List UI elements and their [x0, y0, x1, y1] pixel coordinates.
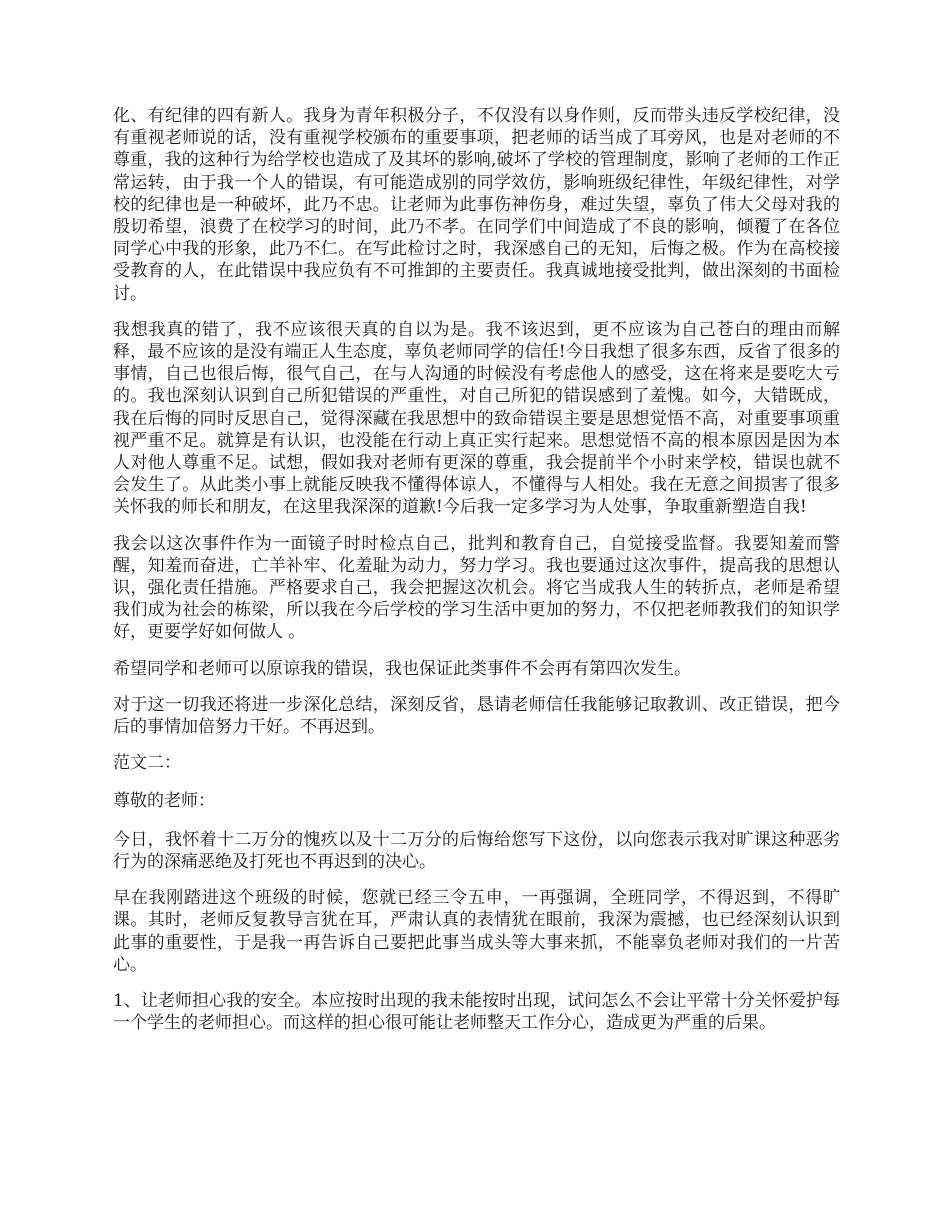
body-paragraph: 今日，我怀着十二万分的愧疚以及十二万分的后悔给您写下这份，以向您表示我对旷课这种恶劣行为的深痛恶绝及打死也不再迟到的决心。 — [113, 829, 840, 872]
numbered-paragraph: 1、让老师担心我的安全。本应按时出现的我未能按时出现，试问怎么不会让平常十分关怀爱护每一个学生的老师担心。而这样的担心很可能让老师整天工作分心，造成更为严重的后果。 — [113, 990, 840, 1034]
body-paragraph: 对于这一切我还将进一步深化总结，深刻反省，恳请老师信任我能够记取教训、改正错误，把今后的事情加倍努力干好。不再迟到。 — [113, 694, 840, 738]
body-paragraph: 化、有纪律的四有新人。我身为青年积极分子，不仅没有以身作则，反而带头违反学校纪律，没有重视老师说的话，没有重视学校颁布的重要事项，把老师的话当成了耳旁风，也是对老师的不尊重，我的这种行为给学校也造成了及其坏的影响,破坏了学校的管理制度，影响了老师的工作正常运转，由于我一个人的错误，有可能造成别的同学效仿，影响班级纪律性，年级纪律性，对学校的纪律也是一种破坏，此乃不忠。让老师为此事伤神伤身，难过失望，辜负了伟大父母对我的殷切希望，浪费了在校学习的时间，此乃不孝。在同学们中间造成了不良的影响，倾覆了在各位同学心中我的形象，此乃不仁。在写此检讨之时，我深感自己的无知，后悔之极。作为在高校接受教育的人，在此错误中我应负有不可推卸的主要责任。我真诚地接受批判，做出深刻的书面检讨。 — [113, 106, 840, 304]
salutation: 尊敬的老师： — [113, 791, 215, 812]
body-paragraph: 早在我刚踏进这个班级的时候，您就已经三令五申，一再强调，全班同学，不得迟到，不得旷课。其时，老师反复教导言犹在耳，严肃认真的表情犹在眼前，我深为震撼，也已经深刻认识到此事的重要性，于是我一再告诉自己要把此事当成头等大事来抓，不能辜负老师对我们的一片苦心。 — [113, 888, 840, 975]
section-heading: 范文二： — [113, 753, 181, 774]
document-page — [113, 105, 840, 1048]
body-paragraph: 希望同学和老师可以原谅我的错误，我也保证此类事件不会再有第四次发生。 — [113, 658, 691, 679]
body-paragraph: 我想我真的错了，我不应该很天真的自以为是。我不该迟到，更不应该为自己苍白的理由而解释，最不应该的是没有端正人生态度，辜负老师同学的信任!今日我想了很多东西，反省了很多的事情，自己也很后悔，很气自己，在与人沟通的时候没有考虑他人的感受，这在将来是要吃大亏的。我也深刻认识到自己所犯错误的严重性，对自己所犯的错误感到了羞愧。如今，大错既成，我在后悔的同时反思自己，觉得深藏在我思想中的致命错误主要是思想觉悟不高，对重要事项重视严重不足。就算是有认识，也没能在行动上真正实行起来。思想觉悟不高的根本原因是因为本人对他人尊重不足。试想，假如我对老师有更深的尊重，我会提前半个小时来学校，错误也就不会发生了。从此类小事上就能反映我不懂得体谅人，不懂得与人相处。我在无意之间损害了很多关怀我的师长和朋友，在这里我深深的道歉!今后我一定多学习为人处事，争取重新塑造自我! — [113, 319, 840, 518]
body-paragraph: 我会以这次事件作为一面镜子时时检点自己，批判和教育自己，自觉接受监督。我要知羞而警醒，知羞而奋进，亡羊补牢、化羞耻为动力，努力学习。我也要通过这次事件，提高我的思想认识，强化责任措施。严格要求自己，我会把握这次机会。将它当成我人生的转折点，老师是希望我们成为社会的栋梁，所以我在今后学校的学习生活中更加的努力，不仅把老师教我们的知识学好，更要学好如何做人 。 — [113, 533, 840, 643]
